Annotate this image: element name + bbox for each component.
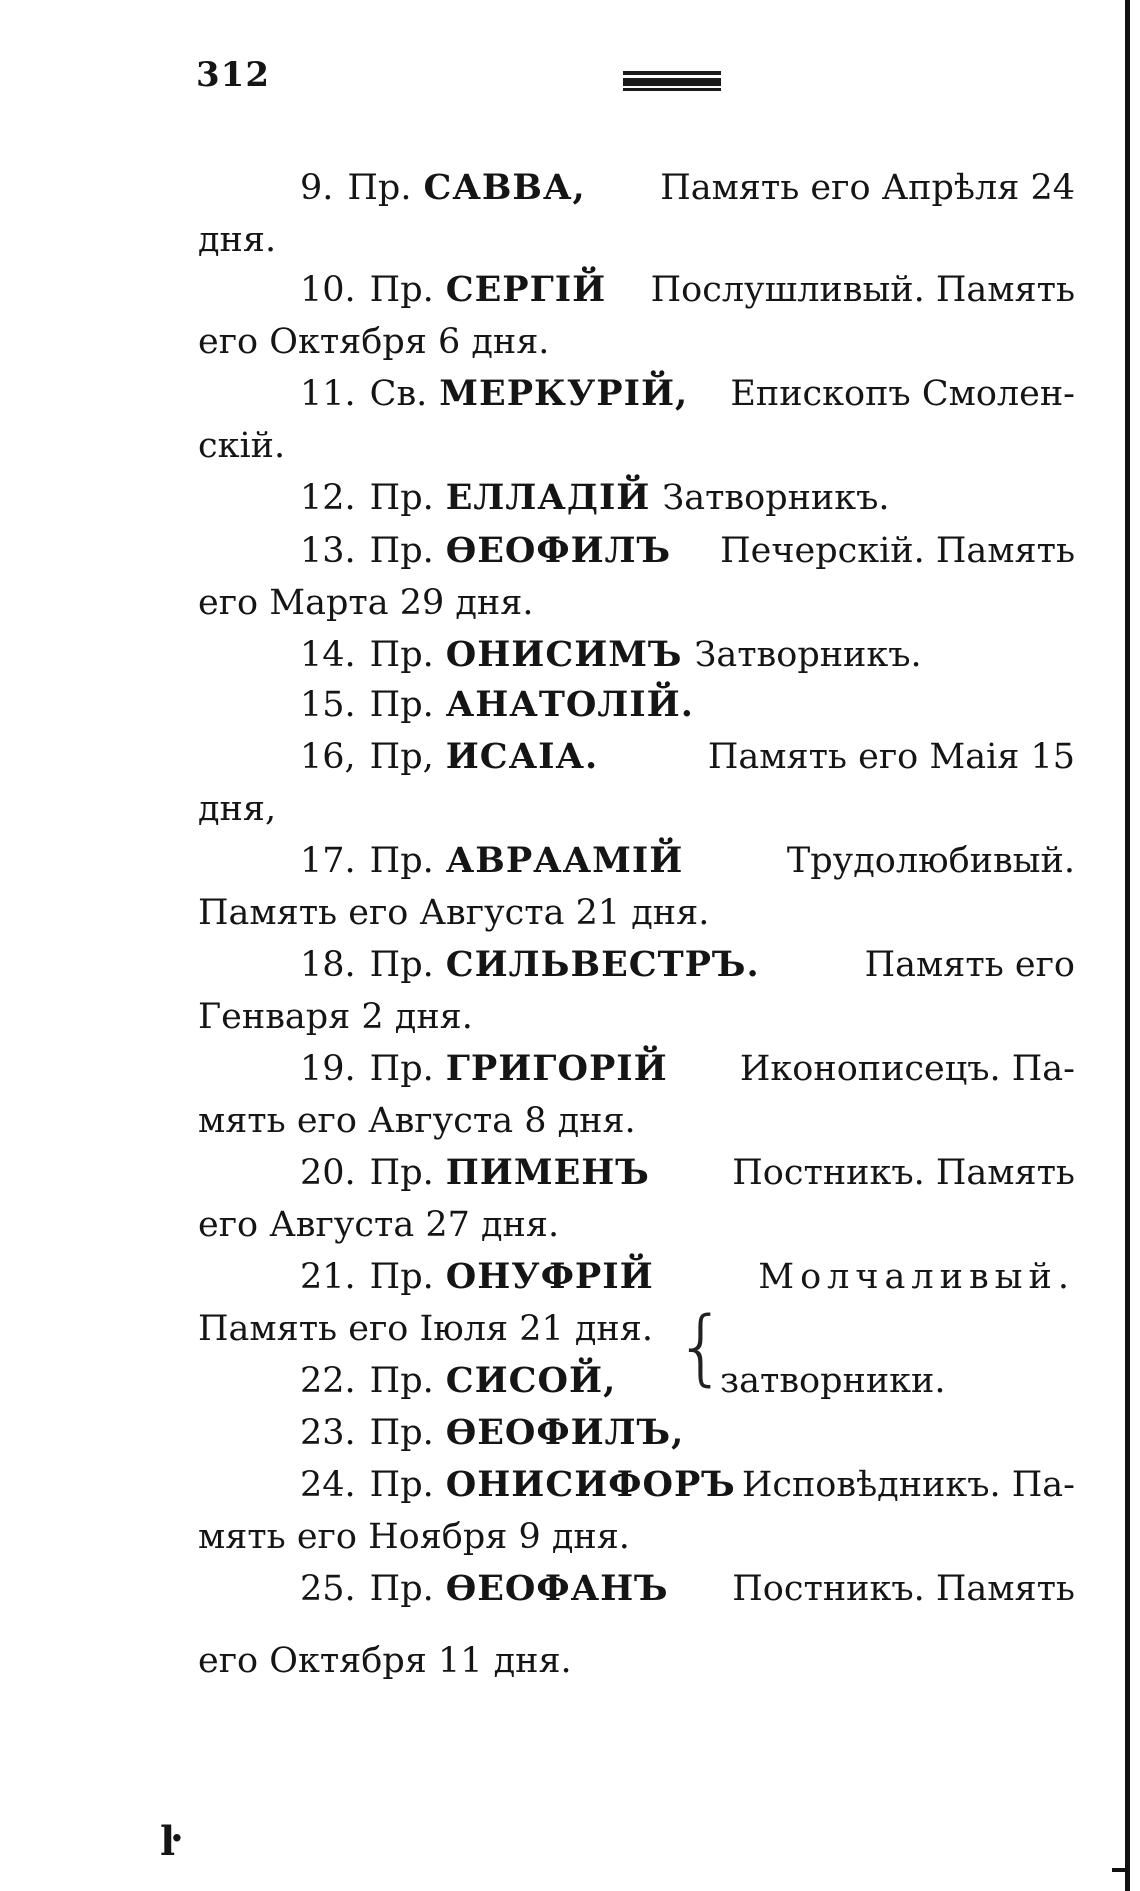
entry-20-line-2: его Августа 27 дня. <box>198 1205 560 1245</box>
entry-9-line-2: дня. <box>198 220 277 260</box>
entry-24-line-1: 24. Пр. ОНИСИФОРЪ Исповѣдникъ. Па- <box>300 1464 1075 1505</box>
entry-21-line-1: 21. Пр. ОНУФРІЙ Молчаливый. <box>300 1256 1075 1297</box>
entry-21-line-2: Память его Іюля 21 дня. <box>198 1309 653 1349</box>
entry-22-note: затворники. <box>720 1361 946 1401</box>
entry-13-line-1: 13. Пр. ѲЕОФИЛЪ Печерскій. Память <box>300 530 1075 571</box>
entry-14-line-1: 14. Пр. ОНИСИМЪ Затворникъ. <box>300 634 922 675</box>
entry-15-line-1: 15. Пр. АНАТОЛІЙ. <box>300 684 694 725</box>
entry-20-line-1: 20. Пр. ПИМЕНЪ Постникъ. Память <box>300 1152 1075 1193</box>
entry-18-line-2: Генваря 2 дня. <box>198 997 473 1037</box>
entry-25-line-1: 25. Пр. ѲЕОФАНЪ Постникъ. Память <box>300 1568 1075 1609</box>
entry-12-line-1: 12. Пр. ЕЛЛАДІЙ Затворникъ. <box>300 477 890 518</box>
entry-10-line-1: 10. Пр. СЕРГІЙ Послушливый. Память <box>300 269 1075 310</box>
entry-9-line-1: 9. Пр. САВВА, Память его Апрѣля 24 <box>300 167 1075 208</box>
entry-10-line-2: его Октября 6 дня. <box>198 322 550 362</box>
entry-16-line-1: 16, Пр, ИСАІА. Память его Маія 15 <box>300 736 1075 777</box>
entry-17-line-2: Память его Августа 21 дня. <box>198 893 710 933</box>
entry-18-line-1: 18. Пр. СИЛЬВЕСТРЪ. Память его <box>300 944 1075 985</box>
brace-symbol: { <box>675 1300 728 1395</box>
page-number: 312 <box>196 55 270 95</box>
entry-16-line-2: дня, <box>198 789 277 829</box>
entry-11-line-1: 11. Св. МЕРКУРІЙ, Епископъ Смолен- <box>300 373 1075 414</box>
entry-19-line-1: 19. Пр. ГРИГОРІЙ Иконописецъ. Па- <box>300 1048 1075 1089</box>
entry-13-line-2: его Марта 29 дня. <box>198 583 534 623</box>
print-mark: ŀ <box>160 1818 176 1865</box>
entry-24-line-2: мять его Ноября 9 дня. <box>198 1517 630 1557</box>
entry-11-line-2: скій. <box>198 426 286 466</box>
page-corner-mark <box>1112 1868 1130 1872</box>
entry-17-line-1: 17. Пр. АВРААМІЙ Трудолюбивый. <box>300 840 1075 881</box>
entry-22-line-1: 22. Пр. СИСОЙ, <box>300 1360 617 1401</box>
page-edge-line <box>1125 0 1130 1891</box>
header-ornament-rule <box>623 71 721 90</box>
entry-23-line-1: 23. Пр. ѲЕОФИЛЪ, <box>300 1412 685 1453</box>
entry-19-line-2: мять его Августа 8 дня. <box>198 1101 636 1141</box>
entry-25-line-2: его Октября 11 дня. <box>198 1641 572 1681</box>
